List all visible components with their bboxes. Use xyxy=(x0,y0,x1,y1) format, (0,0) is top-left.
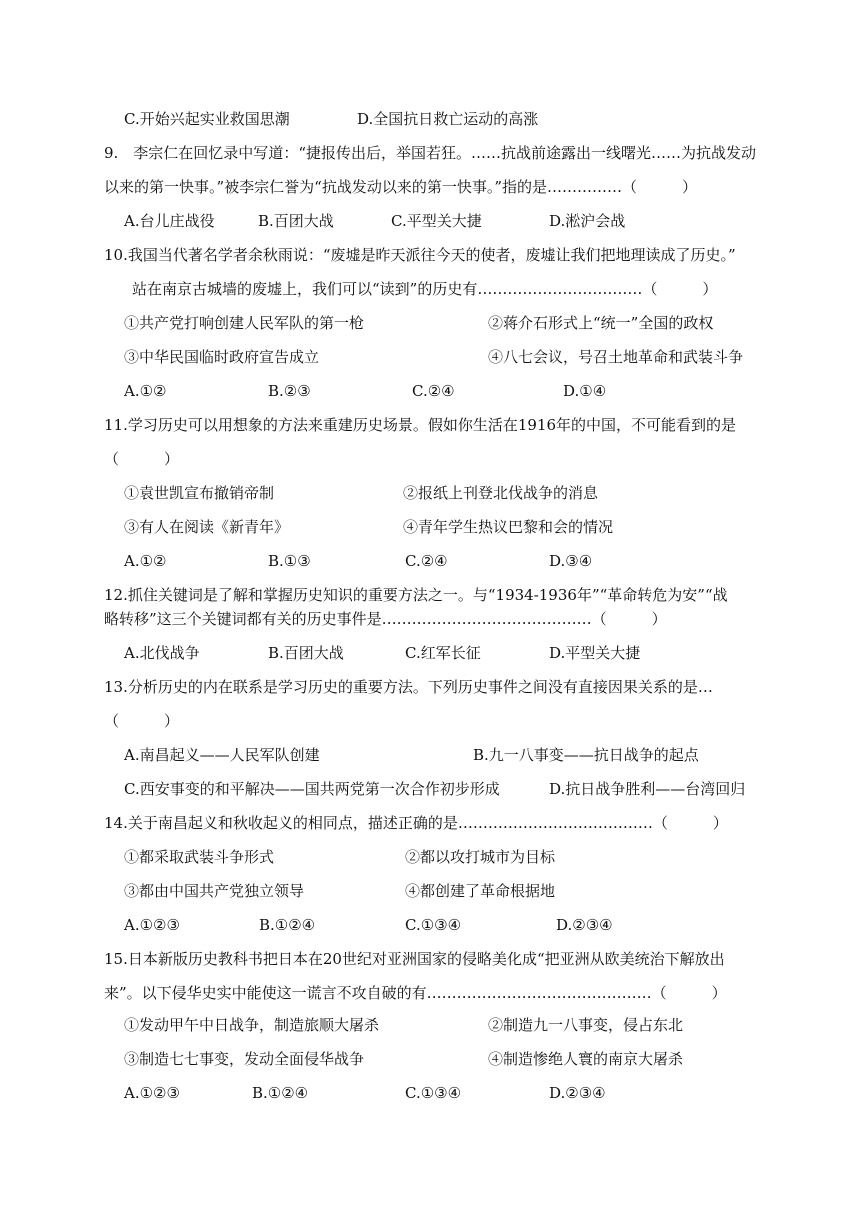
q9-option-d: D.淞沪会战 xyxy=(549,212,626,230)
q13-option-a: A.南昌起义——人民军队创建 xyxy=(124,746,320,764)
q11-item-3: ③有人在阅读《新青年》 xyxy=(124,518,290,536)
q10-option-c: C.②④ xyxy=(412,382,455,400)
q10-item-2: ②蒋介石形式上“统一”全国的政权 xyxy=(488,314,714,332)
q14-item-2: ②都以攻打城市为目标 xyxy=(405,848,556,866)
q11-item-1: ①袁世凯宣布撤销帝制 xyxy=(124,484,275,502)
q12-option-d: D.平型关大捷 xyxy=(549,644,641,662)
q15-item-1: ①发动甲午中日战争，制造旅顺大屠杀 xyxy=(124,1016,380,1034)
q9-option-a: A.台儿庄战役 xyxy=(124,212,215,230)
q13-option-b: B.九一八事变——抗日战争的起点 xyxy=(473,746,699,764)
q10-option-b: B.②③ xyxy=(268,382,311,400)
q9-stem-line-2: 以来的第一快事。”被李宗仁誉为“抗战发动以来的第一快事。”指的是……………（ ） xyxy=(104,178,698,196)
q13-option-d: D.抗日战争胜利——台湾回归 xyxy=(549,780,746,798)
q9-stem-line-1: 9. 李宗仁在回忆录中写道：“捷报传出后，举国若狂。……抗战前途露出一线曙光……为抗战发动 xyxy=(104,144,756,162)
q14-item-1: ①都采取武装斗争形式 xyxy=(124,848,275,866)
q13-stem-line-1: 13.分析历史的内在联系是学习历史的重要方法。下列历史事件之间没有直接因果关系的是… xyxy=(104,678,713,696)
q12-option-a: A.北伐战争 xyxy=(124,644,200,662)
q8-option-c: C.开始兴起实业救国思潮 xyxy=(124,110,290,128)
q11-option-d: D.③④ xyxy=(549,552,593,570)
q10-item-1: ①共产党打响创建人民军队的第一枪 xyxy=(124,314,365,332)
q15-item-2: ②制造九一八事变，侵占东北 xyxy=(488,1016,684,1034)
q15-stem-line-2: 来”。以下侵华史实中能使这一谎言不攻自破的有………………………………………（ ） xyxy=(104,984,727,1002)
q15-option-c: C.①③④ xyxy=(405,1084,462,1102)
q11-item-2: ②报纸上刊登北伐战争的消息 xyxy=(403,484,599,502)
q10-stem-line-1: 10.我国当代著名学者余秋雨说：“废墟是昨天派往今天的使者，废墟让我们把地理读成了历史。” xyxy=(104,246,736,264)
q11-option-b: B.①③ xyxy=(268,552,311,570)
q11-stem-line-2: （ ） xyxy=(104,450,180,468)
q15-option-b: B.①②④ xyxy=(252,1084,309,1102)
q15-option-d: D.②③④ xyxy=(549,1084,606,1102)
q10-stem-line-2: 站在南京古城墙的废墟上，我们可以“读到”的历史有……………………………（ ） xyxy=(132,280,718,298)
q9-option-b: B.百团大战 xyxy=(258,212,334,230)
q15-item-3: ③制造七七事变，发动全面侵华战争 xyxy=(124,1050,365,1068)
q12-stem-line-1: 12.抓住关键词是了解和掌握历史知识的重要方法之一。与“1934-1936年”“革命转危为安”“战 xyxy=(104,586,728,604)
q11-item-4: ④青年学生热议巴黎和会的情况 xyxy=(403,518,614,536)
q11-stem-line-1: 11.学习历史可以用想象的方法来重建历史场景。假如你生活在1916年的中国，不可能看到的是 xyxy=(104,416,737,434)
q13-option-c: C.西安事变的和平解决——国共两党第一次合作初步形成 xyxy=(124,780,500,798)
q14-item-4: ④都创建了革命根据地 xyxy=(405,882,556,900)
q15-option-a: A.①②③ xyxy=(124,1084,180,1102)
q10-item-3: ③中华民国临时政府宣告成立 xyxy=(124,348,320,366)
q12-option-c: C.红军长征 xyxy=(405,644,481,662)
q11-option-a: A.①② xyxy=(124,552,167,570)
q10-option-a: A.①② xyxy=(124,382,167,400)
q14-option-c: C.①③④ xyxy=(405,916,462,934)
q14-option-b: B.①②④ xyxy=(259,916,316,934)
q14-option-a: A.①②③ xyxy=(124,916,180,934)
q12-stem-line-2: 略转移”这三个关键词都有关的历史事件是……………………………………（ ） xyxy=(104,610,667,628)
q12-option-b: B.百团大战 xyxy=(268,644,344,662)
q15-stem-line-1: 15.日本新版历史教科书把日本在20世纪对亚洲国家的侵略美化成“把亚洲从欧美统治下解放出 xyxy=(104,950,725,968)
q9-option-c: C.平型关大捷 xyxy=(391,212,482,230)
q14-option-d: D.②③④ xyxy=(556,916,613,934)
q8-option-d: D.全国抗日救亡运动的高涨 xyxy=(357,110,539,128)
q10-option-d: D.①④ xyxy=(563,382,607,400)
q10-item-4: ④八七会议，号召土地革命和武装斗争 xyxy=(488,348,744,366)
q11-option-c: C.②④ xyxy=(405,552,448,570)
q15-item-4: ④制造惨绝人寰的南京大屠杀 xyxy=(488,1050,684,1068)
q13-stem-line-2: （ ） xyxy=(104,712,180,730)
q14-item-3: ③都由中国共产党独立领导 xyxy=(124,882,305,900)
q14-stem-line-1: 14.关于南昌起义和秋收起义的相同点，描述正确的是…………………………………（ ） xyxy=(104,814,728,832)
